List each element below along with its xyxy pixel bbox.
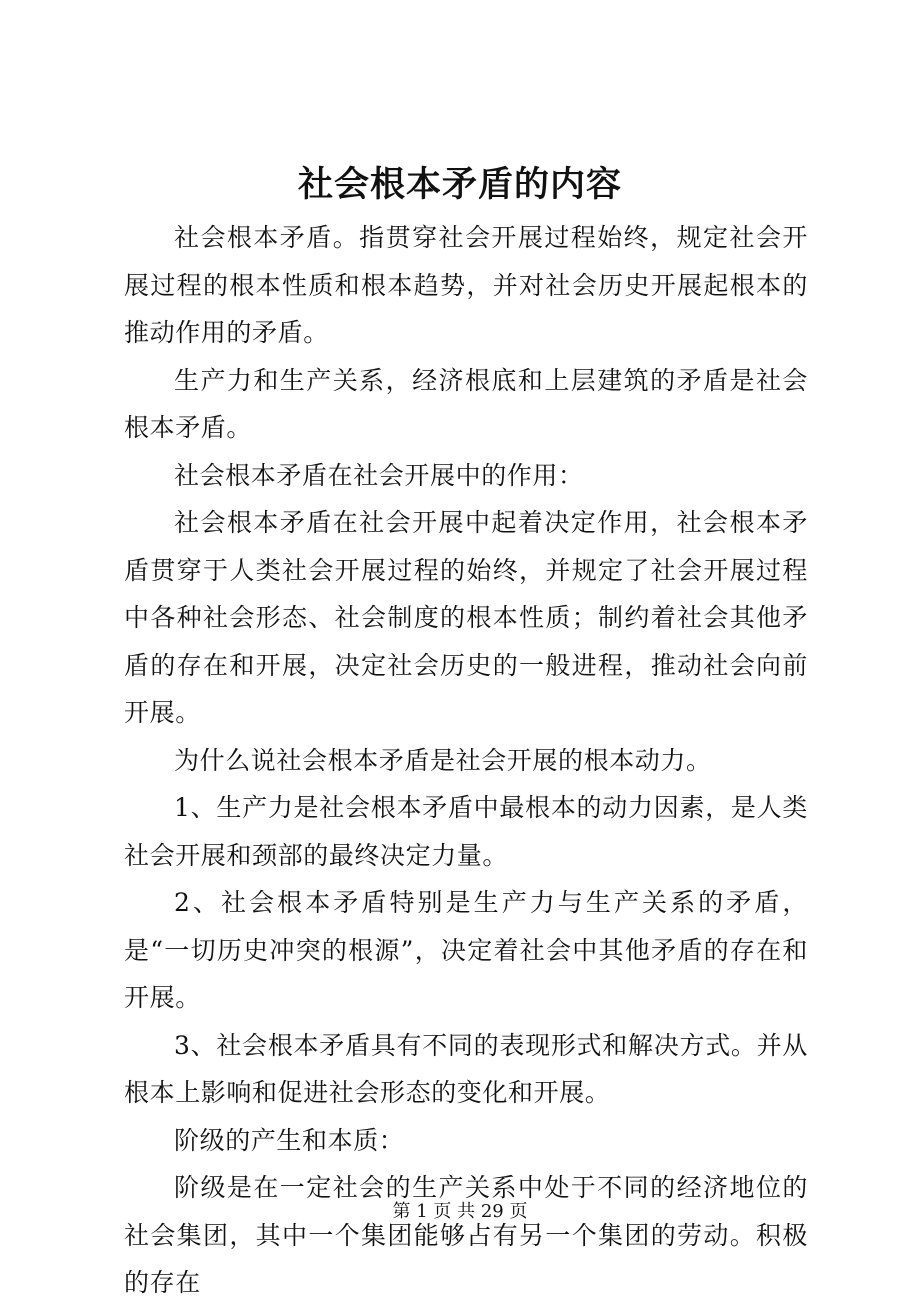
paragraph: 阶级是在一定社会的生产关系中处于不同的经济地位的社会集团，其中一个集团能够占有另一个集团的劳动。积极的存在 [124, 1173, 808, 1297]
paragraph: 3、社会根本矛盾具有不同的表现形式和解决方式。并从根本上影响和促进社会形态的变化和开展。 [124, 1030, 808, 1107]
paragraph: 社会根本矛盾。指贯穿社会开展过程始终，规定社会开展过程的根本性质和根本趋势，并对社会历史开展起根本的推动作用的矛盾。 [124, 223, 808, 347]
paragraph: 1、生产力是社会根本矛盾中最根本的动力因素，是人类社会开展和颈部的最终决定力量。 [124, 793, 808, 870]
document-title: 社会根本矛盾的内容 [297, 164, 622, 205]
document-body [124, 214, 808, 1307]
paragraph: 阶级的产生和本质： [174, 1125, 405, 1155]
paragraph: 2、社会根本矛盾特别是生产力与生产关系的矛盾，是“一切历史冲突的根源”，决定着社会中其他矛盾的存在和开展。 [124, 888, 808, 1012]
paragraph: 为什么说社会根本矛盾是社会开展的根本动力。 [174, 745, 712, 775]
page-footer: 第 1 页 共 29 页 [392, 1201, 528, 1222]
paragraph: 社会根本矛盾在社会开展中的作用： [174, 460, 584, 490]
paragraph: 生产力和生产关系，经济根底和上层建筑的矛盾是社会根本矛盾。 [124, 365, 808, 442]
paragraph: 社会根本矛盾在社会开展中起着决定作用，社会根本矛盾贯穿于人类社会开展过程的始终，并规定了社会开展过程中各种社会形态、社会制度的根本性质；制约着社会其他矛盾的存在和开展，决定社会历史的一般进程，推动社会向前开展。 [124, 508, 808, 727]
